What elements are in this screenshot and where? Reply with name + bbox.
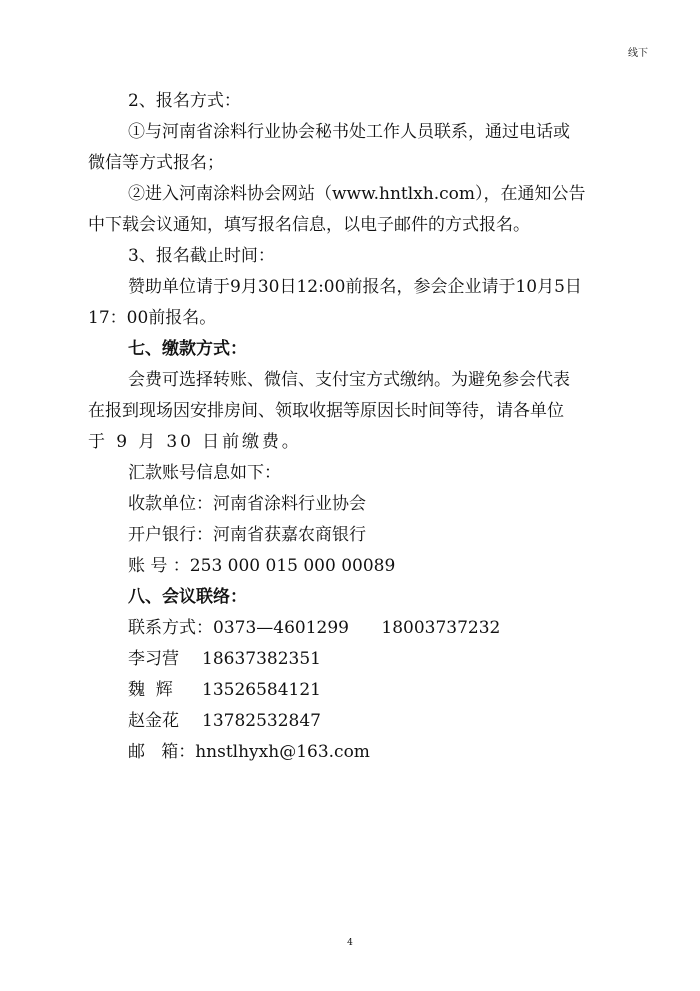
subheading-registration-method: 2、报名方式： <box>128 91 241 111</box>
account-number-line: 账 号 ：253 000 015 000 00089 <box>128 556 396 576</box>
section-heading-contact: 八、会议联络： <box>128 587 247 607</box>
page-number: 4 <box>347 938 353 948</box>
paragraph-line: 中下载会议通知，填写报名信息，以电子邮件的方式报名。 <box>88 215 530 235</box>
header-tag: 线下 <box>628 48 648 59</box>
email-line <box>88 737 614 768</box>
contact-methods-line <box>88 613 614 644</box>
contact-row <box>88 644 614 675</box>
paragraph-line: ①与河南省涂料行业协会秘书处工作人员联系，通过电话或 <box>128 122 570 142</box>
contact-row <box>88 706 614 737</box>
contact-methods-value: 0373—4601299 18003737232 <box>213 618 501 638</box>
paragraph-line: ②进入河南涂料协会网站（www.hntlxh.com），在通知公告 <box>128 184 586 204</box>
paragraph-line: 于 9 月 30 日前缴费。 <box>88 432 302 452</box>
contact-name: 李习营 <box>128 649 179 669</box>
bank-line: 开户银行：河南省获嘉农商银行 <box>128 525 366 545</box>
contact-phone: 13782532847 <box>202 711 321 731</box>
subheading-registration-deadline: 3、报名截止时间： <box>128 246 275 266</box>
paragraph-line: 赞助单位请于9月30日12:00前报名，参会企业请于10月5日 <box>128 277 582 297</box>
contact-name: 赵金花 <box>128 711 179 731</box>
section-heading-payment: 七、缴款方式： <box>128 339 247 359</box>
paragraph-line: 会费可选择转账、微信、支付宝方式缴纳。为避免参会代表 <box>128 370 570 390</box>
contact-phone: 18637382351 <box>202 649 321 669</box>
account-info-intro: 汇款账号信息如下： <box>128 463 281 483</box>
payee-line: 收款单位：河南省涂料行业协会 <box>128 494 366 514</box>
contact-name: 魏 辉 <box>128 680 173 700</box>
email-label: 邮 箱： <box>128 742 196 762</box>
document-body <box>88 86 614 768</box>
contact-phone: 13526584121 <box>202 680 321 700</box>
paragraph-line: 在报到现场因安排房间、领取收据等原因长时间等待，请各单位 <box>88 401 564 421</box>
contact-row <box>88 675 614 706</box>
paragraph-line: 17：00前报名。 <box>88 308 217 328</box>
email-value: hnstlhyxh@163.com <box>195 742 370 762</box>
contact-methods-label: 联系方式： <box>128 618 213 638</box>
paragraph-line: 微信等方式报名； <box>88 153 224 173</box>
